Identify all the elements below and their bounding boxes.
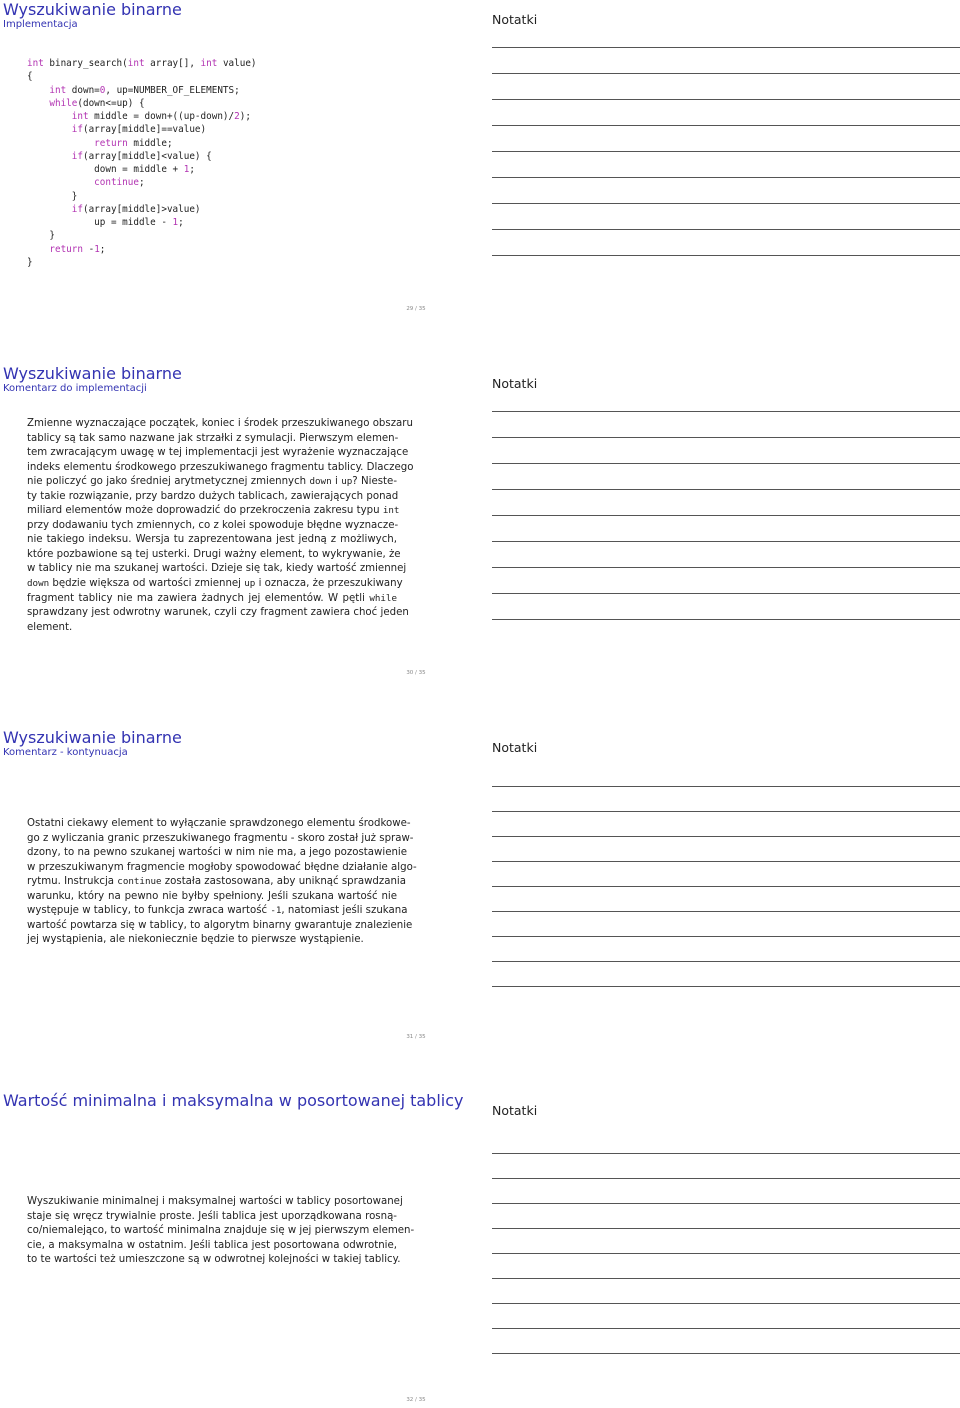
code-keyword: 0 — [99, 84, 106, 96]
slide-title: Wyszukiwanie binarne — [3, 0, 182, 19]
text-line — [27, 461, 414, 476]
note-rule — [492, 99, 960, 100]
text-run: cie, a maksymalna w ostatnim. Jeśli tablica jest posortowana odwrotnie, — [27, 1239, 397, 1251]
inline-code: up — [341, 476, 353, 488]
code-text: ); — [239, 111, 251, 122]
note-rule — [492, 786, 960, 787]
slide-30 — [0, 364, 960, 716]
code-line — [27, 176, 257, 189]
code-keyword: if — [71, 203, 83, 215]
slide-29 — [0, 0, 960, 352]
code-line — [27, 203, 257, 216]
notes-label: Notatki — [492, 1103, 538, 1118]
code-keyword: 1 — [94, 243, 100, 255]
slide-subtitle: Komentarz do implementacji — [3, 383, 147, 394]
note-rule — [492, 1353, 960, 1354]
code-text — [27, 177, 94, 188]
text-run: dzony, to na pewno szukanej wartości w nim nie ma, a jego pozostawienie — [27, 847, 408, 859]
text-run: nie takiego indeksu. Wersja tu zaprezentowana jest jedną z możliwych, — [27, 534, 397, 546]
code-text: { — [27, 71, 33, 83]
code-text: down= — [66, 84, 100, 96]
code-text — [27, 124, 72, 135]
code-text: (array[middle]>value) — [82, 203, 201, 215]
note-rule — [492, 1178, 960, 1179]
code-text — [27, 151, 72, 162]
slide-31 — [0, 728, 960, 1080]
slide-title: Wyszukiwanie binarne — [3, 728, 182, 747]
text-run: w przeszukiwanym fragmencie mogłoby spowodować błędne działanie algo- — [27, 861, 417, 873]
text-line — [27, 562, 407, 577]
code-text: binary_search( — [43, 58, 128, 69]
code-line — [27, 97, 257, 110]
text-line — [27, 504, 400, 519]
code-text: (array[middle]==value) — [82, 124, 207, 136]
text-run: ty takie rozwiązanie, przy bardzo dużych tablicach, zawierających ponad — [27, 490, 399, 502]
text-line — [27, 548, 401, 563]
text-line — [27, 1195, 403, 1210]
text-line — [27, 490, 397, 505]
text-line — [27, 1239, 397, 1254]
note-rule — [492, 961, 960, 962]
note-rule — [492, 1153, 960, 1154]
note-rule — [492, 1303, 960, 1304]
note-rule — [492, 73, 960, 74]
text-line — [27, 533, 397, 548]
code-line — [27, 243, 257, 256]
inline-code: down — [27, 578, 50, 590]
text-line — [27, 817, 411, 832]
text-run: go z wyliczania granic przeszukiwanego fragmentu - skoro został już spraw- — [27, 832, 414, 844]
note-rule — [492, 177, 960, 178]
slide-title: Wartość minimalna i maksymalna w posortowanej tablicy — [3, 1091, 464, 1110]
inline-code: down — [309, 476, 332, 488]
code-keyword: int — [127, 58, 145, 69]
note-rule — [492, 593, 960, 594]
code-line — [27, 163, 257, 176]
text-line — [27, 592, 397, 607]
text-run: i oznacza, że przeszukiwany — [255, 578, 403, 590]
text-run: nie policzyć go jako średniej arytmetycznej zmiennych — [27, 476, 310, 488]
page-number: 32 / 35 — [406, 1397, 426, 1403]
text-run: fragment tablicy nie ma zawiera żadnych jej elementów. W pętli — [27, 592, 370, 604]
note-rule — [492, 255, 960, 256]
slide-title: Wyszukiwanie binarne — [3, 364, 182, 383]
text-run: w tablicy nie ma szukanej wartości. Dzieje się tak, kiedy wartość zmiennej — [27, 563, 407, 575]
text-run: , natomiast jeśli szukana — [281, 905, 408, 917]
note-rule — [492, 1328, 960, 1329]
code-keyword: return — [94, 137, 128, 149]
note-rule — [492, 1228, 960, 1229]
note-rule — [492, 541, 960, 542]
note-rule — [492, 203, 960, 204]
note-rule — [492, 151, 960, 152]
text-line — [27, 904, 408, 919]
text-line — [27, 432, 397, 447]
code-line — [27, 229, 257, 242]
code-text: value) — [217, 58, 257, 69]
code-line — [27, 190, 257, 203]
code-text — [27, 244, 49, 255]
text-line — [27, 417, 413, 432]
text-line — [27, 933, 397, 948]
text-line — [27, 606, 409, 621]
note-rule — [492, 515, 960, 516]
code-line — [27, 123, 257, 136]
text-run: które pozbawione są tej usterki. Drugi ważny element, to wykrywanie, że — [27, 548, 401, 560]
code-keyword: continue — [94, 177, 139, 189]
note-rule — [492, 936, 960, 937]
code-text — [27, 98, 49, 109]
code-line — [27, 70, 257, 83]
text-run: przy dodawaniu tych zmiennych, co z kolei spowoduje błędne wyznacze- — [27, 519, 399, 531]
code-keyword: while — [49, 97, 78, 109]
note-rule — [492, 47, 960, 48]
text-run: element. — [27, 621, 73, 633]
code-text: (down<=up) { — [77, 97, 145, 109]
inline-code: while — [369, 592, 397, 604]
code-keyword: if — [71, 124, 83, 136]
code-keyword: 1 — [172, 217, 179, 228]
text-run: jej wystąpienia, ale niekoniecznie będzie to pierwsze wystąpienie. — [27, 934, 364, 946]
note-rule — [492, 1253, 960, 1254]
text-run: i — [331, 476, 342, 488]
code-keyword: if — [71, 150, 83, 162]
notes-label: Notatki — [492, 12, 538, 27]
page-number: 31 / 35 — [406, 1034, 426, 1040]
code-text: ; — [99, 243, 106, 255]
code-text: ; — [189, 164, 195, 175]
code-line — [27, 216, 257, 229]
note-rule — [492, 619, 960, 620]
text-run: rytmu. Instrukcja — [27, 876, 118, 888]
inline-code: continue — [117, 876, 162, 888]
text-line — [27, 519, 397, 534]
note-rule — [492, 567, 960, 568]
notes-label: Notatki — [492, 376, 538, 391]
text-run: tablicy są tak samo nazwane jak strzałki z symulacji. Pierwszym elemen- — [27, 432, 399, 444]
code-keyword: 2 — [234, 111, 240, 122]
code-text: - — [82, 243, 95, 255]
text-line — [27, 1224, 415, 1239]
text-run: tem zwracającym uwagę w tej implementacji jest wyrażenie wyznaczające — [27, 447, 409, 459]
text-line — [27, 861, 417, 876]
text-run: indeks elementu środkowego przeszukiwanego fragmentu tablicy. Dlaczego — [27, 461, 414, 473]
page-number: 29 / 35 — [406, 306, 426, 312]
text-line — [27, 577, 403, 592]
page-number: 30 / 35 — [406, 670, 426, 676]
code-text — [27, 111, 72, 122]
comment-paragraph — [27, 817, 417, 948]
comment-paragraph — [27, 417, 414, 635]
code-text: , up=NUMBER_OF_ELEMENTS; — [105, 84, 240, 96]
text-run: staje się wręcz trywialnie proste. Jeśli tablica jest uporządkowana rosną- — [27, 1210, 397, 1222]
text-run: sprawdzany jest odwrotny warunek, czyli czy fragment zawiera choć jeden — [27, 607, 409, 619]
note-rule — [492, 437, 960, 438]
code-text — [27, 85, 49, 96]
text-run: warunku, który na pewno nie byłby spełniony. Jeśli szukana wartość nie — [27, 890, 397, 902]
notes-label: Notatki — [492, 740, 538, 755]
text-line — [27, 846, 408, 861]
note-rule — [492, 1203, 960, 1204]
code-text: up = middle - — [27, 217, 173, 228]
slide-subtitle: Komentarz - kontynuacja — [3, 747, 128, 758]
code-keyword: int — [200, 58, 218, 69]
note-rule — [492, 463, 960, 464]
text-run: Wyszukiwanie minimalnej i maksymalnej wartości w tablicy posortowanej — [27, 1196, 403, 1207]
text-run: została zastosowana, aby uniknąć sprawdzania — [161, 876, 407, 888]
text-run: ? Nieste- — [352, 476, 397, 488]
text-line — [27, 832, 414, 847]
code-block — [27, 57, 257, 269]
code-line — [27, 137, 257, 150]
code-keyword: int — [71, 111, 89, 122]
code-line — [27, 84, 257, 97]
text-run: Ostatni ciekawy element to wyłączanie sprawdzonego elementu środkowe- — [27, 818, 411, 829]
code-text: (array[middle]<value) { — [82, 150, 212, 162]
note-rule — [492, 411, 960, 412]
code-text: ; — [138, 177, 145, 189]
code-keyword: int — [27, 58, 44, 69]
text-line — [27, 919, 413, 934]
note-rule — [492, 125, 960, 126]
code-keyword: int — [49, 84, 67, 96]
note-rule — [492, 836, 960, 837]
text-run: to te wartości też umieszczone są w odwrotnej kolejności w takiej tablicy. — [27, 1254, 401, 1266]
code-text: down = middle + — [27, 164, 184, 175]
code-text: } — [27, 256, 33, 268]
text-run: wartość powtarza się w tablicy, to algorytm binarny gwarantuje znalezienie — [27, 919, 413, 931]
code-text: middle; — [127, 137, 173, 149]
slide-subtitle: Implementacja — [3, 19, 78, 30]
code-text: } — [27, 230, 55, 242]
note-rule — [492, 1278, 960, 1279]
code-keyword: 1 — [183, 164, 190, 175]
code-text — [27, 204, 72, 215]
inline-code: -1 — [270, 905, 282, 917]
text-line — [27, 1210, 397, 1225]
code-text — [27, 138, 94, 149]
code-text: array[], — [144, 58, 201, 69]
inline-code: int — [382, 505, 400, 517]
text-run: Zmienne wyznaczające początek, koniec i środek przeszukiwanego obszaru — [27, 418, 413, 429]
text-line — [27, 890, 397, 905]
note-rule — [492, 229, 960, 230]
note-rule — [492, 811, 960, 812]
text-line — [27, 875, 407, 890]
text-line — [27, 475, 397, 490]
code-text: } — [27, 190, 78, 202]
text-line — [27, 621, 397, 636]
text-line — [27, 1253, 401, 1268]
text-run: będzie większa od wartości zmiennej — [49, 578, 245, 590]
code-line — [27, 110, 257, 123]
inline-code: up — [244, 578, 256, 590]
code-line — [27, 256, 257, 269]
text-run: występuje w tablicy, to funkcja zwraca wartość — [27, 905, 271, 917]
slide-32 — [0, 1091, 960, 1408]
note-rule — [492, 986, 960, 987]
code-line — [27, 57, 257, 70]
note-rule — [492, 911, 960, 912]
code-line — [27, 150, 257, 163]
text-run: miliard elementów może doprowadzić do przekroczenia zakresu typu — [27, 505, 383, 517]
note-rule — [492, 489, 960, 490]
note-rule — [492, 886, 960, 887]
code-keyword: return — [49, 243, 83, 255]
text-line — [27, 446, 409, 461]
code-text: middle = down+((up-down)/ — [88, 111, 235, 122]
comment-paragraph — [27, 1195, 415, 1268]
code-text: ; — [178, 217, 184, 228]
note-rule — [492, 861, 960, 862]
text-run: co/niemalejąco, to wartość minimalna znajduje się w jej pierwszym elemen- — [27, 1225, 415, 1237]
